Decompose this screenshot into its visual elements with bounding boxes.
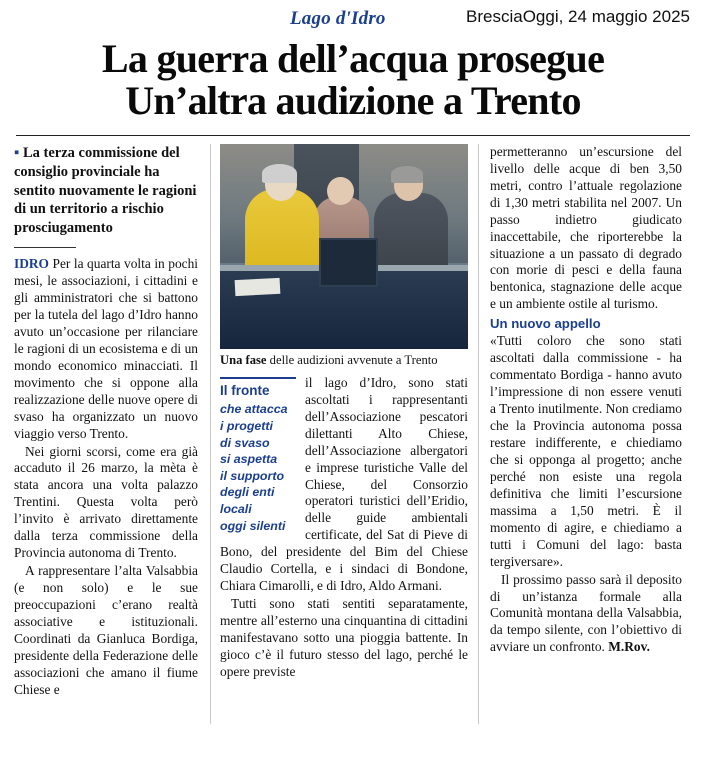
photo-person-dark-hair — [391, 166, 423, 182]
photo-caption-lead: Una fase — [220, 352, 267, 367]
pull-quote-line: di svaso — [220, 435, 270, 450]
photo-person-back-head — [327, 177, 354, 206]
photo-monitor — [319, 238, 378, 287]
body-column-right-continued — [490, 333, 682, 656]
pull-quote-line: i progetti — [220, 418, 273, 433]
pull-quote-line: il supporto — [220, 468, 285, 483]
source-stamp: BresciaOggi, 24 maggio 2025 — [466, 7, 690, 26]
article-summary — [14, 144, 198, 237]
section-subhead: Un nuovo appello — [490, 316, 601, 332]
paragraph — [490, 572, 682, 657]
pull-quote-box — [220, 377, 296, 535]
photo-caption — [220, 353, 468, 368]
photo-hearing-room — [220, 144, 468, 349]
paragraph — [14, 256, 198, 442]
pull-quote-title: Il fronte — [220, 377, 296, 400]
photo-caption-text: delle audizioni avvenute a Trento — [266, 352, 438, 367]
paragraph-text: Per la quarta volta in pochi mesi, le associazioni, i cittadini e gli amministratori che si battono per la tutela del lago d’Idro hanno avuto un’occasione per rilanciare le ragioni di un ecosistema e di un mondo economico minacciati. Il movimento che si oppone alla realizzazione delle nuove opere di svaso ha organizzato un nuovo viaggio verso Trento. — [14, 256, 198, 441]
paragraph: permetteranno un’escursione del livello delle acque di ben 3,50 metri, contro l’attuale regolazione di 1,30 metri stabilita nel 2007. Un passo indietro giudicato inaccettabile, che riporterebbe la situazione a un passato di degrado con morie di pesci e della fauna bentonica, stagnazione delle acque e un ambiente ostile al turismo. — [490, 143, 682, 312]
body-column-right — [490, 144, 682, 314]
section-kicker: Lago d'Idro — [290, 8, 386, 29]
newspaper-page — [0, 6, 706, 758]
byline: M.Rov. — [608, 639, 650, 655]
column-center — [210, 144, 478, 724]
column-right — [478, 144, 682, 724]
article-summary-text: La terza commissione del consiglio provinciale ha sentito nuovamente le ragioni di un territorio a rischio prosciugamento — [14, 144, 197, 236]
masthead-row — [14, 6, 692, 36]
pull-quote-line: si aspetta — [220, 452, 278, 467]
pull-quote-line: locali — [220, 502, 252, 517]
headline-line-2: Un’altra audizione a Trento — [125, 78, 581, 124]
paragraph: il lago d’Idro, sono stati ascoltati i rappresentanti dell’Associazione pescatori dilettanti Alto Chiese, dell’Associazione albergatori e imprese turistiche Valle del Chiese, del Consorzio operatori turistici dell’Eridio, delle guide ambientali certificate, del Sat di Pieve di Bono, del presidente del Bim del Chiese Claudio Cortella, e i sindaci di Bondone, Chiara Cimarolli, e di Idro, Aldo Armani. — [220, 374, 468, 594]
column-left — [14, 144, 210, 724]
dateline: IDRO — [14, 256, 49, 272]
pull-quote-line: oggi silenti — [220, 518, 286, 533]
column-divider — [210, 144, 211, 724]
paragraph: A rappresentare l’alta Valsabbia (e non solo) e le sue preoccupazioni c’erano realtà associative e istituzionali. Coordinati da Gianluca Bordiga, presidente della Federazione delle associazioni che amano il fiume Chiese e — [14, 563, 198, 697]
photo-papers — [234, 278, 279, 297]
summary-divider — [14, 247, 76, 248]
header-divider — [16, 135, 690, 136]
pull-quote-line: degli enti — [220, 485, 275, 500]
photo-figure — [220, 144, 468, 368]
paragraph: Nei giorni scorsi, come era già accaduto il 26 marzo, la mèta è stata ancora una volta palazzo Trentini. Questa volta però l’invito è arrivato direttamente dalla terza commissione della Provincia autonoma di Trento. — [14, 443, 198, 561]
column-divider — [478, 144, 479, 724]
article-columns — [14, 144, 692, 724]
bullet-icon: ▪ — [14, 144, 20, 161]
paragraph-text: Il prossimo passo sarà il deposito di un’istanza formale alla Comunità montana della Valsabbia, da tempo silente, con l’obiettivo di avviare un confronto. — [490, 571, 682, 655]
photo-person-yellow-hair — [262, 164, 297, 182]
paragraph: «Tutti coloro che sono stati ascoltati dalla commissione - ha commentato Bordiga - hanno avuto l’impressione di non essere venuti a Trento inutilmente. Non crediamo che la Provincia autonoma possa restare indifferente, e chiediamo che si opponga al progetto; anche perché non esiste una regola definitiva che limiti l’escursione massima a 1,50 metri. È il momento di agire, e chiediamo a tutti i Comuni del lago: basta tergiversare». — [490, 333, 682, 569]
headline-line-1: La guerra dell’acqua prosegue — [101, 36, 605, 81]
pull-quote-lines — [220, 401, 296, 534]
page-title — [14, 38, 692, 123]
paragraph: Tutti sono stati sentiti separatamente, mentre all’esterno una cinquantina di cittadini manifestavano sotto una pioggia battente. In gioco c’è il futuro stesso del lago, perché le opere previste — [220, 596, 468, 679]
body-column-left — [14, 256, 198, 699]
pull-quote-line: che attacca — [220, 402, 288, 417]
